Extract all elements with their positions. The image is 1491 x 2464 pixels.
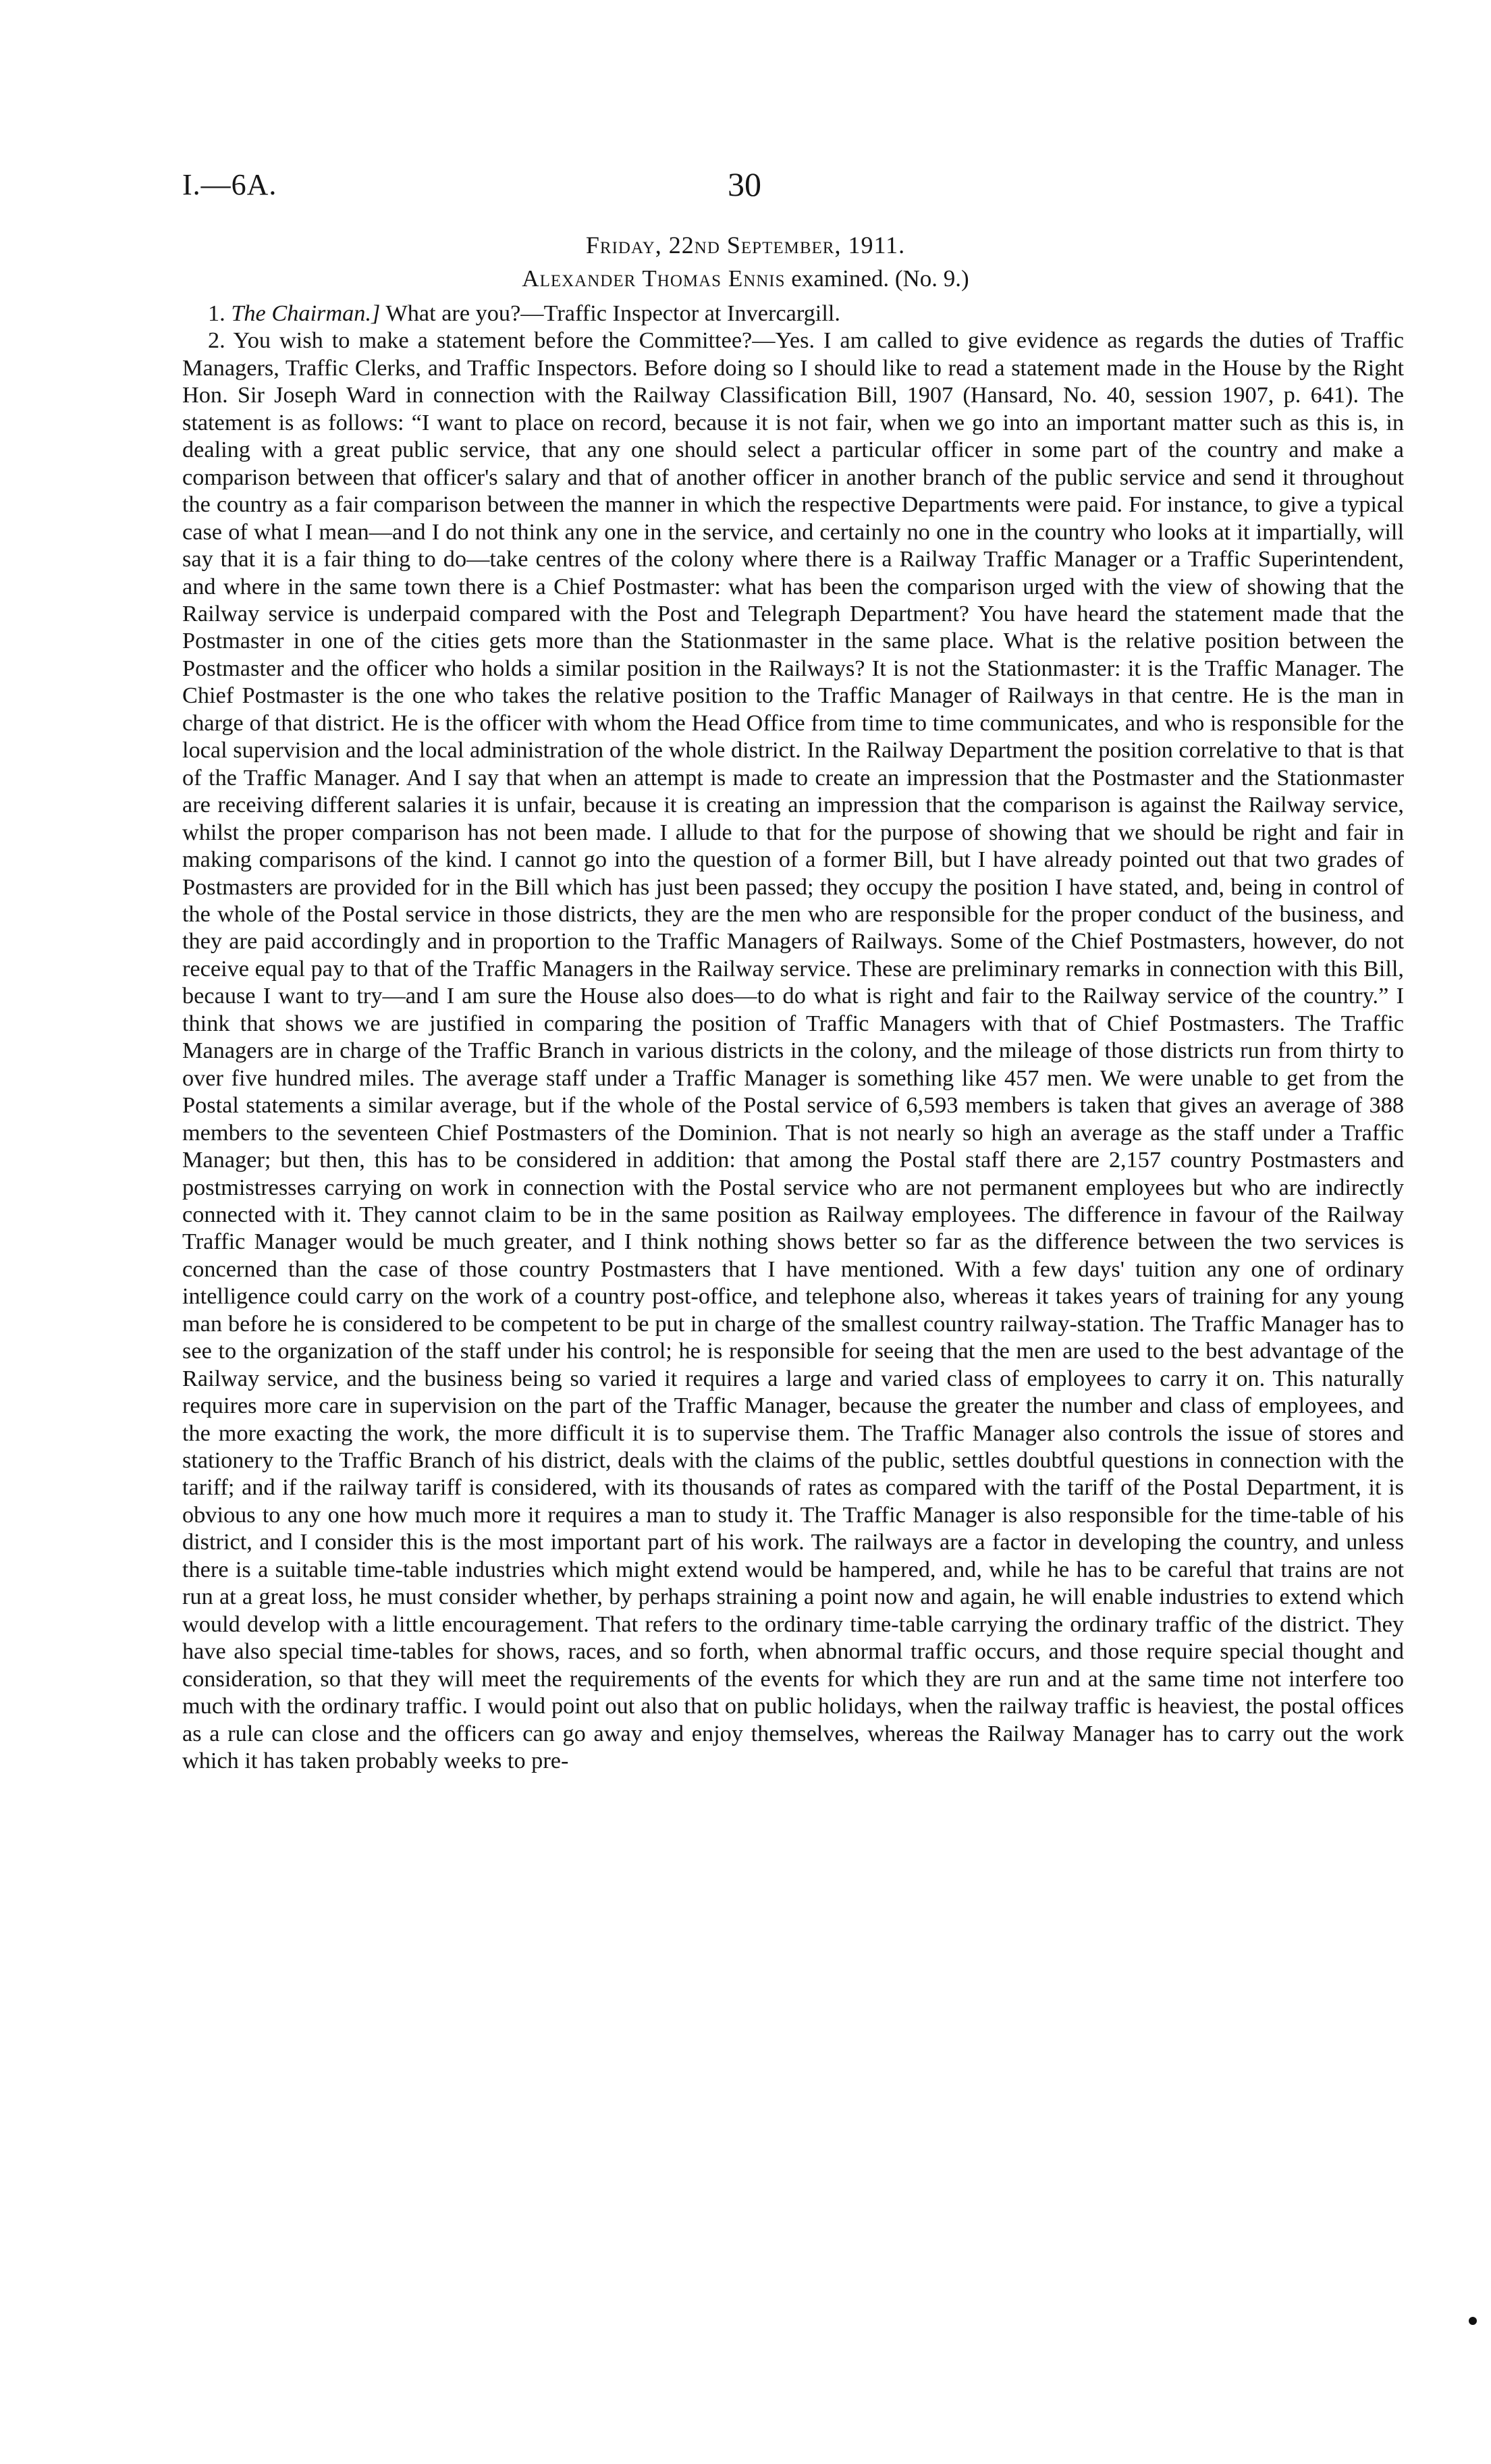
date-heading: Friday, 22nd September, 1911. — [585, 232, 906, 259]
question-paragraph — [182, 300, 1404, 327]
witness-name: Alexander Thomas Ennis — [522, 265, 786, 292]
question-text: You wish to make a statement before the Committee?—Yes. I am called to give evidence as regards the duties of Traffic Managers, Traffic Clerks, and Traffic Inspectors. Before doing so I should like to read a statement made in the House by the Right Hon. Sir Joseph Ward in connection with the Railway Classification Bill, 1907 (Hansard, No. 40, session 1907, p. 641). The statement is as follows: “I want to place on record, because it is not fair, when we go into an important matter such as this is, in dealing with a great public service, that any one should select a particular officer in some part of the country and make a comparison between that officer's salary and that of another officer in another branch of the public service and send it throughout the country as a fair comparison between the manner in which the respective Departments were paid. For instance, to give a typical case of what I mean—and I do not think any one in the service, and certainly no one in the country who looks at it impartially, will say that it is a fair thing to do—take centres of the colony where there is a Railway Traffic Manager or a Traffic Superintendent, and where in the same town there is a Chief Postmaster: what has been the comparison urged with the view of showing that the Railway service is underpaid compared with the Post and Telegraph Department? You have heard the statement made that the Postmaster in one of the cities gets more than the Stationmaster in the same place. What is the relative position between the Postmaster and the officer who holds a similar position in the Railways? It is not the Stationmaster: it is the Traffic Manager. The Chief Postmaster is the one who takes the relative position to the Traffic Manager of Railways in that centre. He is the man in charge of that district. He is the officer with whom the Head Office from time to time communicates, and who is responsible for the local supervision and the local administration of the whole district. In the Railway Department the position correlative to that is that of the Traffic Manager. And I say that when an attempt is made to create an impression that the Postmaster and the Stationmaster are receiving different salaries it is unfair, because it is creating an impression that the comparison is against the Railway service, whilst the proper comparison has not been made. I allude to that for the purpose of showing that we should be right and fair in making comparisons of the kind. I cannot go into the question of a former Bill, but I have already pointed out that two grades of Postmasters are provided for in the Bill which has just been passed; they occupy the position I have stated, and, being in control of the whole of the Postal service in those districts, they are the men who are responsible for the proper conduct of the business, and they are paid accordingly and in proportion to the Traffic Managers of Railways. Some of the Chief Postmasters, however, do not receive equal pay to that of the Traffic Managers in the Railway service. These are preliminary remarks in connection with this Bill, because I want to try—and I am sure the House also does—to do what is right and fair to the Railway service of the country.” I think that shows we are justified in comparing the position of Traffic Managers with that of Chief Postmasters. The Traffic Managers are in charge of the Traffic Branch in various districts in the colony, and the mileage of those districts run from thirty to over five hundred miles. The average staff under a Traffic Manager is something like 457 men. We were unable to get from the Postal statements a similar average, but if the whole of the Postal service of 6,593 members is taken that gives an average of 388 members to the seventeen Chief Postmasters of the Dominion. That is not nearly so high an average as the staff under a Traffic Manager; but then, this has to be considered in addition: that among the Postal staff there are 2,157 country Postmasters and postmistresses carrying on work in connection with the Postal service who are not permanent employees but who are indirectly connected with it. They cannot claim to be in the same position as Railway employees. The difference in favour of the Railway Traffic Manager would be much greater, and I think nothing shows better so far as the difference between the two services is concerned than the case of those country Postmasters that I have mentioned. With a few days' tuition any one of ordinary intelligence could carry on the work of a country post-office, and telephone also, whereas it takes years of training for any young man before he is considered to be competent to be put in charge of the smallest country railway-station. The Traffic Manager has to see to the organization of the staff under his control; he is responsible for seeing that the men are used to the best advantage of the Railway service, and the business being so varied it requires a large and varied class of employees to carry it on. This naturally requires more care in supervision on the part of the Traffic Manager, because the greater the number and class of employees, and the more exacting the work, the more difficult it is to supervise them. The Traffic Manager also controls the issue of stores and stationery to the Traffic Branch of his district, deals with the claims of the public, settles doubtful questions in connection with the tariff; and if the railway tariff is considered, with its thousands of rates as compared with the tariff of the Postal Department, it is obvious to any one how much more it requires a man to study it. The Traffic Manager is also responsible for the time-table of his district, and I consider this is the most important part of his work. The railways are a factor in developing the country, and unless there is a suitable time-table industries which might extend would be hampered, and, while he has to be careful that trains are not run at a great loss, he must consider whether, by perhaps straining a point now and again, he will enable industries to extend which would develop with a little encouragement. That refers to the ordinary time-table carrying the ordinary traffic of the district. They have also special time-tables for shows, races, and so forth, when abnormal traffic occurs, and those require special thought and consideration, so that they will meet the requirements of the events for which they are run and at the same time not interfere too much with the ordinary traffic. I would point out also that on public holidays, when the railway traffic is heaviest, the postal offices as a rule can close and the officers can go away and enjoy themselves, whereas the Railway Manager has to carry out the work which it has taken probably weeks to pre- — [182, 327, 1404, 1774]
page-number: 30 — [728, 165, 761, 203]
witness-examined: examined. — [791, 265, 890, 292]
document-reference: I.—6A. — [182, 168, 277, 201]
witness-heading — [0, 265, 1491, 292]
witness-number: (No. 9.) — [894, 265, 969, 292]
evidence-body — [182, 300, 1404, 1774]
question-speaker: The Chairman.] — [231, 300, 381, 326]
question-number: 1. — [208, 300, 225, 326]
question-paragraph — [182, 327, 1404, 1774]
margin-dot — [1469, 2317, 1477, 2325]
question-number: 2. — [208, 327, 225, 354]
page-header — [182, 167, 1404, 215]
question-text: What are you?—Traffic Inspector at Invercargill. — [385, 300, 840, 326]
